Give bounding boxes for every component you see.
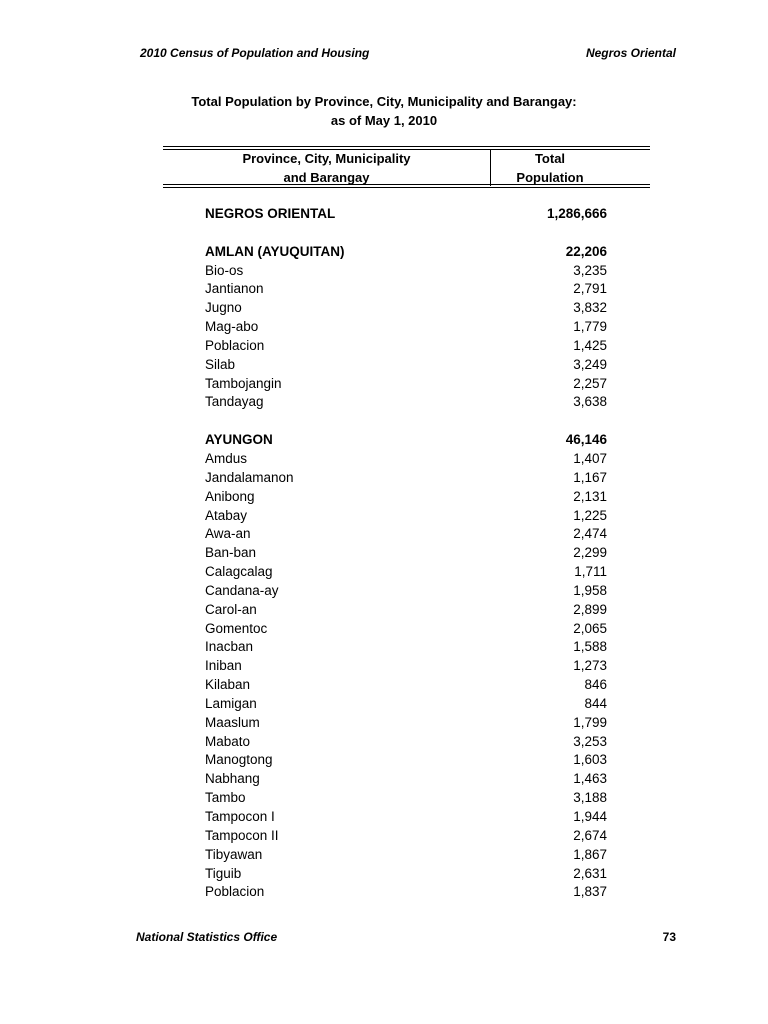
row-area-name: Nabhang [205, 771, 260, 787]
column-header-total-line1: Total [534, 151, 566, 166]
row-area-name: Carol-an [205, 601, 257, 617]
row-area-name: Anibong [205, 488, 255, 504]
row-area-name: Inacban [205, 639, 254, 655]
row-area-name: Poblacion [205, 337, 265, 353]
table-row [205, 865, 607, 884]
running-header-province: Negros Oriental [585, 46, 676, 60]
table-row [205, 789, 607, 808]
row-area-name: Awa-an [205, 526, 251, 542]
footer-agency: National Statistics Office [136, 930, 278, 944]
table-row [205, 638, 607, 657]
row-area-name: Bio-os [205, 262, 244, 278]
table-row [205, 488, 607, 507]
table-title: Total Population by Province, City, Municipality and Barangay: [191, 94, 577, 109]
running-header-title: 2010 Census of Population and Housing [140, 46, 370, 60]
row-population: 2,299 [573, 545, 607, 561]
table-row [205, 356, 607, 375]
row-area-name: Kilaban [205, 677, 251, 693]
row-area-name: Mag-abo [205, 319, 259, 335]
column-header-total-line2: Population [516, 170, 584, 185]
row-area-name: Mabato [205, 733, 251, 749]
table-row [205, 393, 607, 412]
page-number: 73 [662, 930, 676, 944]
row-area-name: Silab [205, 356, 236, 372]
row-population: 1,463 [573, 771, 607, 787]
row-population: 1,603 [573, 752, 607, 768]
row-area-name: Atabay [205, 507, 248, 523]
table-row [205, 375, 607, 394]
row-area-name: Candana-ay [205, 582, 279, 598]
row-population: 3,235 [573, 262, 607, 278]
table-row [205, 318, 607, 337]
row-population: 1,944 [573, 809, 607, 824]
population-table-body [205, 205, 607, 902]
header-bottom-rule-inner [163, 184, 650, 185]
row-area-name: Amdus [205, 450, 248, 466]
table-subtitle: as of May 1, 2010 [330, 113, 438, 128]
row-population: 3,638 [573, 394, 607, 410]
row-population: 2,065 [573, 620, 607, 636]
row-area-name: Lamigan [205, 695, 257, 711]
row-population: 3,253 [573, 733, 607, 749]
row-population: 2,474 [573, 526, 607, 542]
table-row [205, 883, 607, 902]
row-spacer [205, 412, 607, 431]
row-area-name: Jantianon [205, 281, 264, 297]
table-row [205, 601, 607, 620]
row-population: 46,146 [565, 432, 607, 448]
table-row [205, 695, 607, 714]
table-row [205, 280, 607, 299]
table-row [205, 846, 607, 865]
table-row [205, 563, 607, 582]
table-row [205, 544, 607, 563]
table-row [205, 770, 607, 789]
row-area-name: Tiguib [205, 865, 242, 881]
row-population: 2,631 [573, 865, 607, 881]
row-population: 1,286,666 [546, 206, 607, 221]
row-population: 3,188 [573, 790, 607, 806]
table-row [205, 676, 607, 695]
row-population: 1,425 [573, 337, 607, 353]
row-area-name: Ban-ban [205, 545, 257, 561]
row-area-name: Jugno [205, 300, 242, 316]
row-area-name: AMLAN (AYUQUITAN) [205, 243, 345, 259]
row-population: 846 [584, 677, 607, 693]
row-population: 1,588 [573, 639, 607, 655]
table-row [205, 657, 607, 676]
table-row [205, 507, 607, 526]
row-population: 3,249 [573, 356, 607, 372]
row-population: 2,791 [573, 281, 607, 297]
table-row [205, 299, 607, 318]
row-population: 2,131 [573, 488, 607, 504]
row-population: 1,837 [573, 884, 607, 900]
row-population: 3,832 [573, 300, 607, 316]
row-population: 1,779 [573, 319, 607, 335]
row-area-name: Iniban [205, 658, 242, 674]
row-area-name: Poblacion [205, 884, 265, 900]
table-row [205, 733, 607, 752]
row-area-name: Maaslum [205, 714, 260, 730]
table-row [205, 262, 607, 281]
row-area-name: Tibyawan [205, 846, 263, 862]
row-area-name: Gomentoc [205, 620, 268, 636]
row-population: 1,407 [573, 450, 607, 466]
row-area-name: Calagcalag [205, 564, 273, 580]
row-population: 2,257 [573, 375, 607, 391]
table-row [205, 525, 607, 544]
row-population: 1,225 [573, 507, 607, 523]
column-header-total [491, 149, 609, 187]
header-bottom-rule-outer [163, 187, 650, 188]
table-row-municipality [205, 243, 607, 262]
row-area-name: Tandayag [205, 394, 264, 410]
row-area-name: Tampocon I [205, 809, 275, 824]
row-population: 2,674 [573, 827, 607, 843]
row-area-name: Tampocon II [205, 827, 279, 843]
row-area-name: NEGROS ORIENTAL [205, 206, 336, 221]
row-population: 1,711 [574, 564, 607, 580]
row-population: 844 [584, 695, 607, 711]
table-row [205, 337, 607, 356]
column-header-area-line1: Province, City, Municipality [242, 151, 411, 166]
row-population: 1,958 [573, 582, 607, 598]
table-row-municipality [205, 431, 607, 450]
row-population: 1,867 [573, 846, 607, 862]
row-population: 1,167 [573, 469, 607, 485]
row-area-name: Manogtong [205, 752, 273, 768]
table-row [205, 450, 607, 469]
row-population: 22,206 [565, 243, 607, 259]
table-row [205, 827, 607, 846]
table-row-municipality [205, 205, 607, 224]
row-spacer [205, 224, 607, 243]
table-row [205, 582, 607, 601]
row-population: 1,273 [573, 658, 607, 674]
column-header-area-line2: and Barangay [283, 170, 370, 185]
row-area-name: Tambo [205, 790, 246, 806]
table-row [205, 714, 607, 733]
table-row [205, 808, 607, 827]
table-row [205, 469, 607, 488]
row-area-name: Jandalamanon [205, 469, 294, 485]
row-area-name: Tambojangin [205, 375, 282, 391]
column-header-area [163, 149, 490, 187]
table-row [205, 751, 607, 770]
row-area-name: AYUNGON [205, 432, 273, 448]
row-population: 2,899 [573, 601, 607, 617]
row-population: 1,799 [573, 714, 607, 730]
table-row [205, 620, 607, 639]
top-rule-outer [163, 146, 650, 147]
